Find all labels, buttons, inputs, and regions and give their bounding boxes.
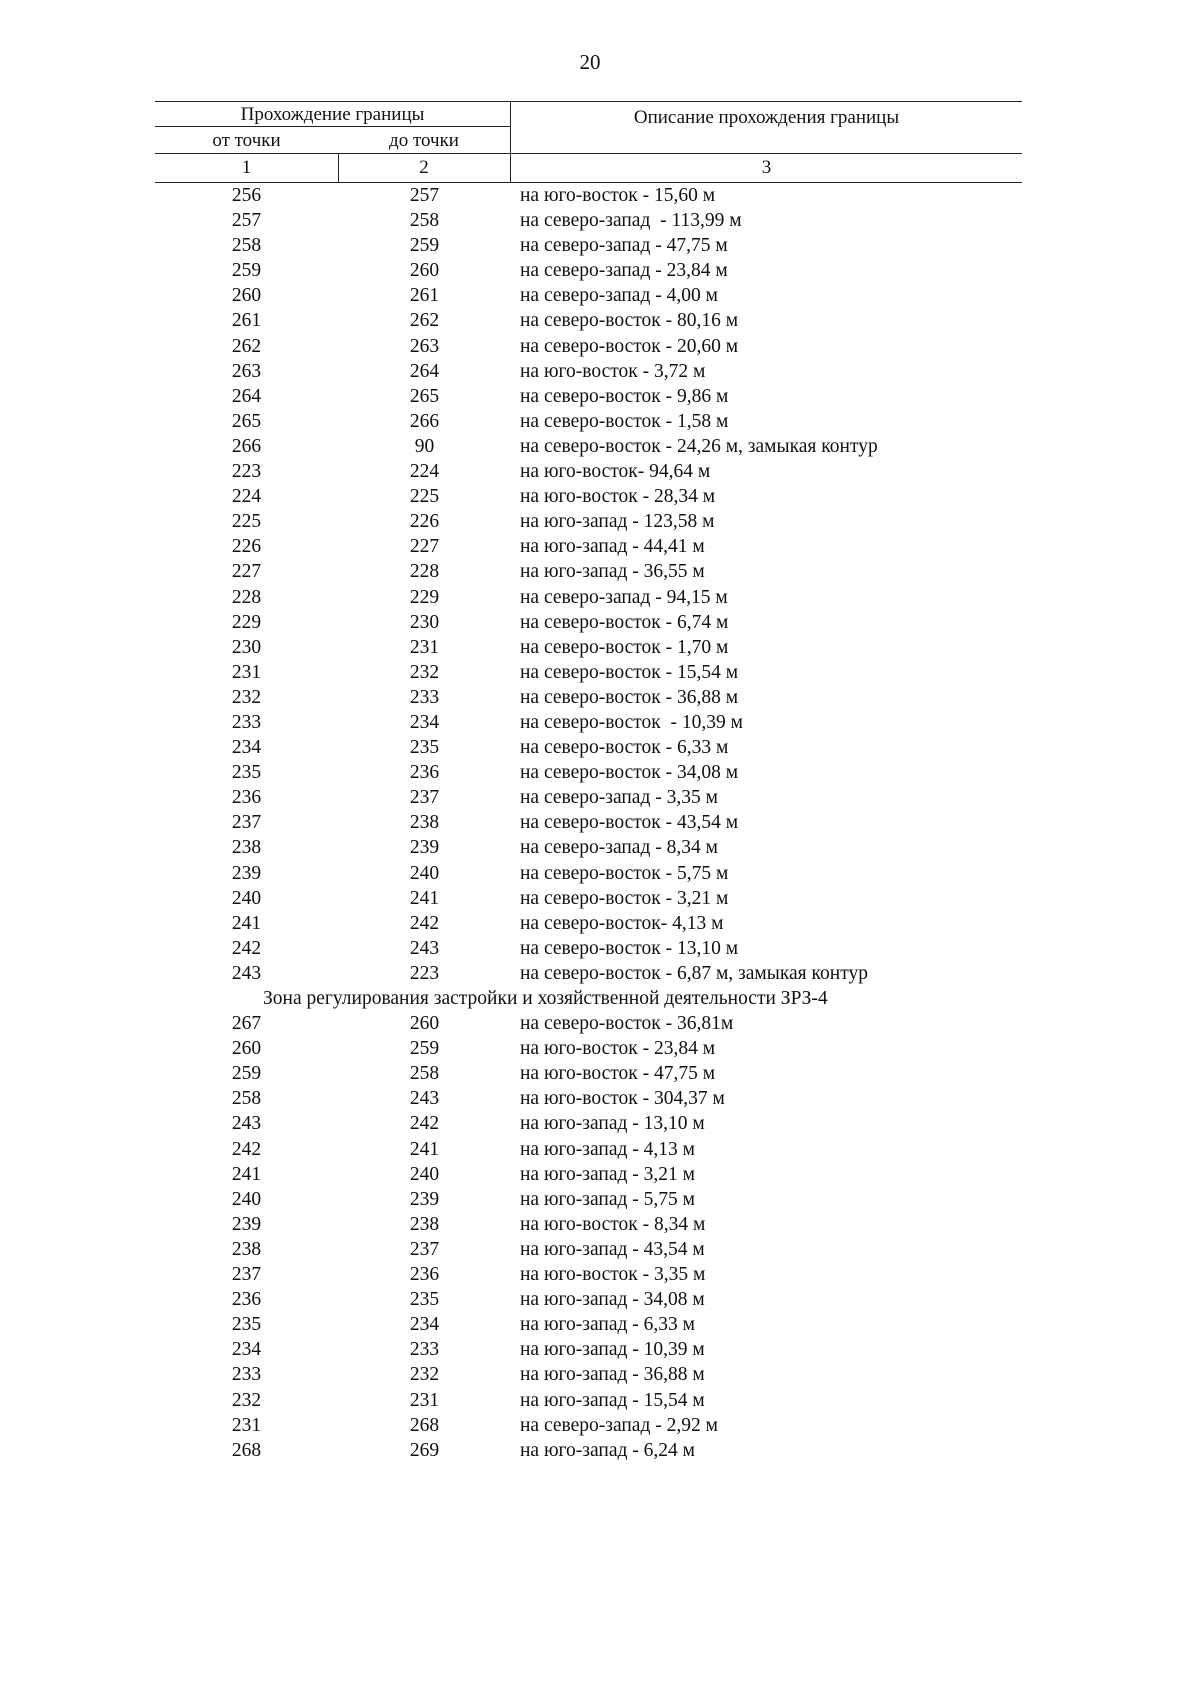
from-point: 236: [231, 1289, 262, 1311]
from-point: 230: [231, 636, 262, 658]
boundary-description: на юго-восток - 47,75 м: [520, 1063, 716, 1085]
from-point: 237: [231, 1264, 262, 1286]
from-point: 226: [231, 536, 262, 558]
boundary-description: на юго-восток - 3,35 м: [520, 1264, 706, 1286]
boundary-description: на северо-восток - 80,16 м: [520, 310, 739, 332]
boundary-description: на северо-восток - 3,21 м: [520, 887, 729, 909]
from-point: 224: [231, 486, 262, 508]
from-point: 263: [231, 360, 262, 382]
from-point: 259: [231, 1063, 262, 1085]
table-row: [155, 233, 1022, 258]
table-row: [155, 961, 1022, 986]
boundary-description: на юго-запад - 10,39 м: [520, 1339, 705, 1361]
from-point: 241: [231, 1163, 262, 1185]
boundary-description: на северо-восток - 34,08 м: [520, 762, 739, 784]
boundary-description: на юго-запад - 3,21 м: [520, 1163, 695, 1185]
from-point: 267: [231, 1013, 262, 1035]
boundary-description: на юго-запад - 123,58 м: [520, 511, 715, 533]
to-point: 233: [409, 686, 440, 708]
to-point: 228: [409, 561, 440, 583]
boundary-description: на северо-восток - 6,74 м: [520, 611, 729, 633]
from-point: 223: [231, 461, 262, 483]
from-point: 232: [231, 1389, 262, 1411]
to-point: 238: [409, 812, 440, 834]
table-row: [155, 1312, 1022, 1337]
boundary-description: на юго-запад - 6,33 м: [520, 1314, 695, 1336]
boundary-description: на северо-восток - 9,86 м: [520, 385, 729, 407]
boundary-description: на юго-восток - 23,84 м: [520, 1038, 716, 1060]
to-point: 225: [409, 486, 440, 508]
to-point: 242: [409, 1113, 440, 1135]
header-to-label: до точки: [389, 130, 459, 151]
to-point: 263: [409, 335, 440, 357]
from-point: 258: [231, 1088, 262, 1110]
boundary-description: на северо-восток - 5,75 м: [520, 862, 729, 884]
boundary-description: на юго-запад - 13,10 м: [520, 1113, 705, 1135]
table-row: [155, 484, 1022, 509]
from-point: 257: [231, 210, 262, 232]
from-point: 243: [231, 962, 262, 984]
from-point: 243: [231, 1113, 262, 1135]
from-point: 240: [231, 1188, 262, 1210]
boundary-description: на юго-запад - 36,55 м: [520, 561, 705, 583]
to-point: 240: [409, 1163, 440, 1185]
rows-group: [155, 1011, 1022, 1463]
boundary-description: на северо-запад - 94,15 м: [520, 586, 728, 608]
from-point: 232: [231, 686, 262, 708]
to-point: 243: [409, 937, 440, 959]
from-point: 233: [231, 1364, 262, 1386]
table-row: [155, 1086, 1022, 1111]
boundary-table: [155, 101, 1022, 1463]
rows-group: [155, 183, 1022, 986]
to-point: 227: [409, 536, 440, 558]
table-row: [155, 911, 1022, 936]
to-point: 264: [409, 360, 440, 382]
table-row: [155, 1212, 1022, 1237]
to-point: 230: [409, 611, 440, 633]
from-point: 256: [231, 185, 262, 206]
boundary-description: на северо-восток - 10,39 м: [520, 711, 743, 733]
from-point: 239: [231, 862, 262, 884]
header-group-label: Прохождение границы: [240, 104, 425, 125]
boundary-description: на юго-восток - 3,72 м: [520, 360, 706, 382]
table-row: [155, 509, 1022, 534]
table-row: [155, 1438, 1022, 1463]
to-point: 232: [409, 661, 440, 683]
to-point: 90: [414, 435, 435, 457]
table-row: [155, 1111, 1022, 1136]
to-point: 233: [409, 1339, 440, 1361]
to-point: 239: [409, 837, 440, 859]
boundary-description: на юго-запад - 15,54 м: [520, 1389, 705, 1411]
table-row: [155, 208, 1022, 233]
table-row: [155, 1287, 1022, 1312]
to-point: 265: [409, 385, 440, 407]
table-row: [155, 1061, 1022, 1086]
table-row: [155, 710, 1022, 735]
boundary-description: на северо-запад - 113,99 м: [520, 210, 742, 232]
boundary-description: на северо-восток - 36,81м: [520, 1013, 734, 1035]
from-point: 261: [231, 310, 262, 332]
table-row: [155, 1036, 1022, 1061]
header-col-number: 3: [761, 157, 772, 178]
boundary-description: на юго-запад - 6,24 м: [520, 1439, 695, 1461]
section-title: Зона регулирования застройки и хозяйственной деятельности ЗРЗ-4: [263, 988, 828, 1009]
boundary-description: на северо-запад - 8,34 м: [520, 837, 718, 859]
boundary-description: на юго-запад - 43,54 м: [520, 1238, 705, 1260]
header-from-label: от точки: [212, 130, 281, 151]
to-point: 239: [409, 1188, 440, 1210]
from-point: 235: [231, 1314, 262, 1336]
to-point: 236: [409, 762, 440, 784]
to-point: 238: [409, 1213, 440, 1235]
from-point: 240: [231, 887, 262, 909]
to-point: 235: [409, 737, 440, 759]
boundary-description: на юго-восток - 28,34 м: [520, 486, 716, 508]
from-point: 260: [231, 1038, 262, 1060]
from-point: 229: [231, 611, 262, 633]
table-row: [155, 1413, 1022, 1438]
from-point: 233: [231, 711, 262, 733]
header-desc-label: Описание прохождения границы: [633, 107, 900, 128]
boundary-description: на северо-запад - 23,84 м: [520, 260, 728, 282]
table-row: [155, 835, 1022, 860]
boundary-description: на северо-восток - 6,33 м: [520, 737, 729, 759]
to-point: 232: [409, 1364, 440, 1386]
to-point: 231: [409, 636, 440, 658]
boundary-description: на юго-восток - 15,60 м: [520, 185, 716, 206]
from-point: 266: [231, 435, 262, 457]
from-point: 241: [231, 912, 262, 934]
boundary-description: на юго-запад - 34,08 м: [520, 1289, 705, 1311]
from-point: 236: [231, 787, 262, 809]
table-row: [155, 434, 1022, 459]
table-header: [155, 101, 1022, 183]
header-rule: [155, 153, 1022, 154]
boundary-description: на юго-запад - 4,13 м: [520, 1138, 695, 1160]
to-point: 241: [409, 887, 440, 909]
to-point: 231: [409, 1389, 440, 1411]
boundary-description: на юго-запад - 44,41 м: [520, 536, 705, 558]
to-point: 260: [409, 1013, 440, 1035]
to-point: 241: [409, 1138, 440, 1160]
table-row: [155, 886, 1022, 911]
boundary-description: на северо-запад - 4,00 м: [520, 285, 718, 307]
from-point: 239: [231, 1213, 262, 1235]
boundary-description: на северо-восток - 1,58 м: [520, 410, 729, 432]
table-row: [155, 1337, 1022, 1362]
table-row: [155, 559, 1022, 584]
header-col-number: 2: [419, 157, 429, 178]
page-number: 20: [579, 50, 601, 74]
from-point: 260: [231, 285, 262, 307]
from-point: 231: [231, 1414, 262, 1436]
from-point: 242: [231, 1138, 262, 1160]
table-row: [155, 384, 1022, 409]
boundary-description: на юго-запад - 36,88 м: [520, 1364, 705, 1386]
to-point: 268: [409, 1414, 440, 1436]
table-row: [155, 660, 1022, 685]
boundary-description: на юго-восток - 8,34 м: [520, 1213, 706, 1235]
from-point: 227: [231, 561, 262, 583]
from-point: 268: [231, 1439, 262, 1461]
from-point: 231: [231, 661, 262, 683]
to-point: 258: [409, 210, 440, 232]
table-row: [155, 183, 1022, 208]
table-row: [155, 1137, 1022, 1162]
to-point: 229: [409, 586, 440, 608]
from-point: 242: [231, 937, 262, 959]
to-point: 258: [409, 1063, 440, 1085]
boundary-description: на северо-восток - 6,87 м, замыкая контур: [520, 962, 868, 984]
table-row: [155, 283, 1022, 308]
table-row: [155, 1162, 1022, 1187]
to-point: 234: [409, 1314, 440, 1336]
table-body: [155, 183, 1022, 1463]
from-point: 237: [231, 812, 262, 834]
boundary-description: на юго-восток - 304,37 м: [520, 1088, 725, 1110]
to-point: 259: [409, 235, 440, 257]
to-point: 234: [409, 711, 440, 733]
table-row: [155, 1262, 1022, 1287]
table-row: [155, 359, 1022, 384]
to-point: 266: [409, 410, 440, 432]
from-point: 262: [231, 335, 262, 357]
from-point: 234: [231, 737, 262, 759]
boundary-description: на северо-восток - 1,70 м: [520, 636, 729, 658]
table-row: [155, 1388, 1022, 1413]
boundary-description: на юго-восток- 94,64 м: [520, 461, 711, 483]
boundary-description: на северо-восток - 20,60 м: [520, 335, 739, 357]
table-row: [155, 1011, 1022, 1036]
boundary-description: на северо-восток - 24,26 м, замыкая контур: [520, 435, 878, 457]
from-point: 258: [231, 235, 262, 257]
table-row: [155, 1362, 1022, 1387]
from-point: 228: [231, 586, 262, 608]
to-point: 235: [409, 1289, 440, 1311]
table-row: [155, 785, 1022, 810]
to-point: 224: [409, 461, 440, 483]
table-row: [155, 735, 1022, 760]
to-point: 226: [409, 511, 440, 533]
boundary-description: на северо-запад - 3,35 м: [520, 787, 718, 809]
table-row: [155, 810, 1022, 835]
table-row: [155, 685, 1022, 710]
boundary-description: на северо-восток - 13,10 м: [520, 937, 739, 959]
table-row: [155, 936, 1022, 961]
table-row: [155, 1187, 1022, 1212]
from-point: 265: [231, 410, 262, 432]
boundary-description: на юго-запад - 5,75 м: [520, 1188, 695, 1210]
from-point: 238: [231, 1238, 262, 1260]
to-point: 262: [409, 310, 440, 332]
table-row: [155, 409, 1022, 434]
boundary-description: на северо-восток - 36,88 м: [520, 686, 739, 708]
from-point: 225: [231, 511, 262, 533]
table-row: [155, 635, 1022, 660]
to-point: 242: [409, 912, 440, 934]
table-row: [155, 1237, 1022, 1262]
table-row: [155, 861, 1022, 886]
table-row: [155, 308, 1022, 333]
to-point: 240: [409, 862, 440, 884]
table-row: [155, 760, 1022, 785]
table-row: [155, 534, 1022, 559]
to-point: 237: [409, 1238, 440, 1260]
from-point: 259: [231, 260, 262, 282]
boundary-description: на северо-запад - 2,92 м: [520, 1414, 718, 1436]
from-point: 234: [231, 1339, 262, 1361]
from-point: 235: [231, 762, 262, 784]
boundary-description: на северо-запад - 47,75 м: [520, 235, 728, 257]
to-point: 243: [409, 1088, 440, 1110]
from-point: 238: [231, 837, 262, 859]
to-point: 257: [409, 185, 440, 206]
boundary-description: на северо-восток - 43,54 м: [520, 812, 739, 834]
to-point: 269: [409, 1439, 440, 1461]
boundary-description: на северо-восток- 4,13 м: [520, 912, 724, 934]
table-row: [155, 334, 1022, 359]
to-point: 237: [409, 787, 440, 809]
to-point: 223: [409, 962, 440, 984]
to-point: 259: [409, 1038, 440, 1060]
table-row: [155, 585, 1022, 610]
table-row: [155, 459, 1022, 484]
to-point: 261: [409, 285, 440, 307]
header-col-number: 1: [241, 157, 252, 178]
from-point: 264: [231, 385, 262, 407]
table-row: [155, 610, 1022, 635]
table-row: [155, 258, 1022, 283]
boundary-description: на северо-восток - 15,54 м: [520, 661, 739, 683]
to-point: 236: [409, 1264, 440, 1286]
to-point: 260: [409, 260, 440, 282]
